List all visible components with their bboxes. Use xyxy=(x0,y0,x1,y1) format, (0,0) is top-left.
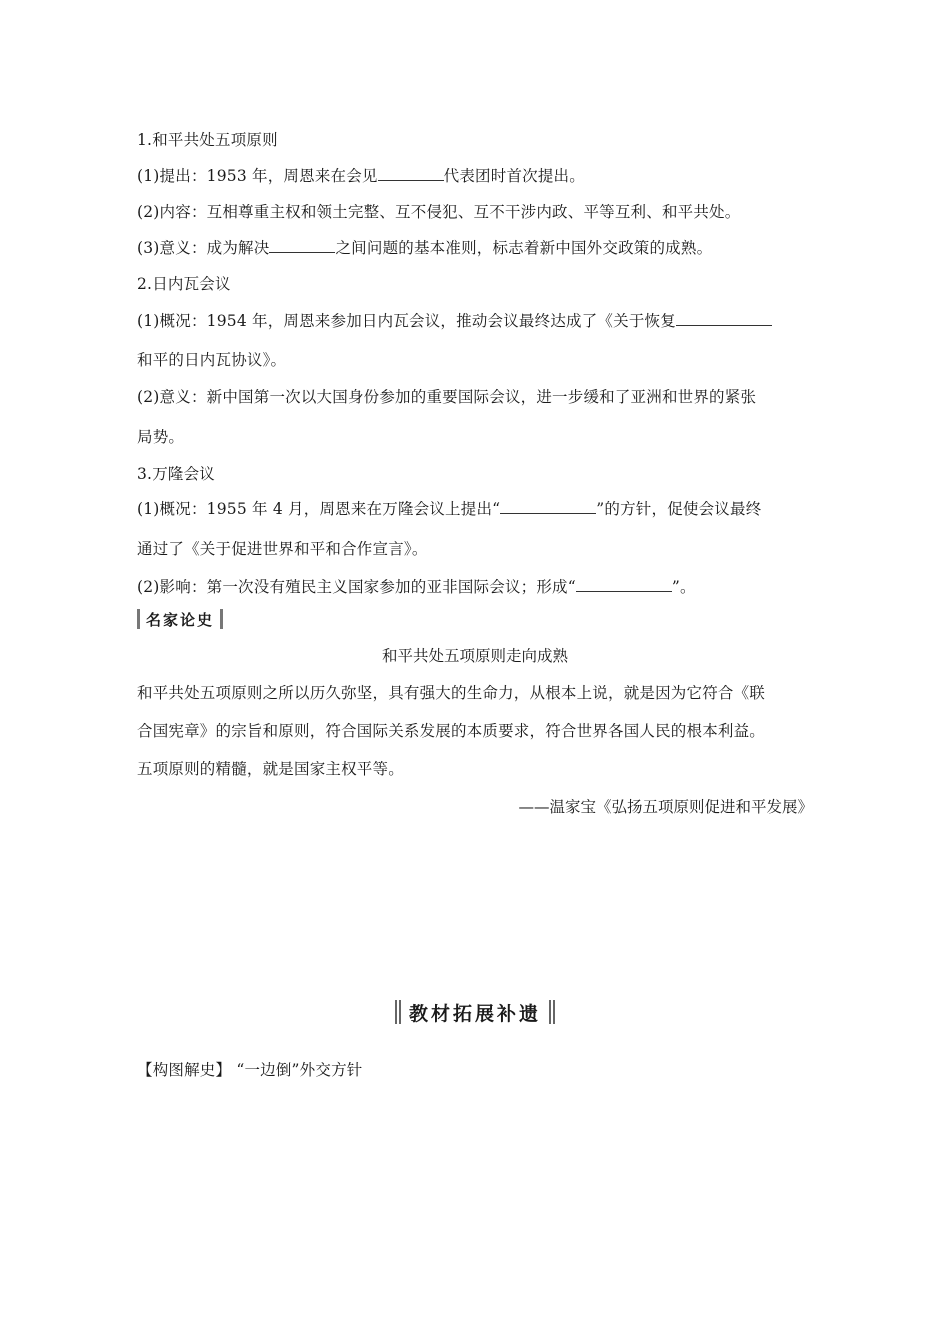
badge-label: 名家论史 xyxy=(146,610,215,629)
fill-blank xyxy=(676,311,772,326)
section-2-item-1-cont: 和平的日内瓦协议》。 xyxy=(137,351,287,369)
section-1-item-1 xyxy=(137,164,585,186)
commentary-line-3: 五项原则的精髓，就是国家主权平等。 xyxy=(137,760,404,778)
commentary-badge xyxy=(137,608,223,630)
item-text: (1)提出：1953 年，周恩来在会见 xyxy=(137,167,378,185)
section-2-item-2-cont: 局势。 xyxy=(137,428,185,446)
item-text: (2)影响：第一次没有殖民主义国家参加的亚非国际会议；形成“ xyxy=(137,578,576,596)
extension-item: 【构图解史】 “一边倒”外交方针 xyxy=(137,1061,363,1079)
section-3-heading: 3.万隆会议 xyxy=(137,465,215,483)
badge-bar-right xyxy=(220,609,223,629)
item-text: ”的方针，促使会议最终 xyxy=(596,500,762,518)
section-2-heading: 2.日内瓦会议 xyxy=(137,275,231,293)
item-text: 代表团时首次提出。 xyxy=(443,167,585,185)
section-1-heading: 1.和平共处五项原则 xyxy=(137,131,278,149)
section-2-item-1 xyxy=(137,309,772,331)
section-3-item-1 xyxy=(137,497,761,519)
commentary-source: ——温家宝《弘扬五项原则促进和平发展》 xyxy=(518,798,813,816)
section-3-item-2 xyxy=(137,575,696,597)
fill-blank xyxy=(576,577,672,592)
item-text: (1)概况：1955 年 4 月，周恩来在万隆会议上提出“ xyxy=(137,500,501,518)
item-text: ”。 xyxy=(671,578,696,596)
fill-blank xyxy=(378,166,444,181)
item-text: (1)概况：1954 年，周恩来参加日内瓦会议，推动会议最终达成了《关于恢复 xyxy=(137,312,676,330)
section-1-item-3 xyxy=(137,236,712,258)
item-text: 之间问题的基本准则，标志着新中国外交政策的成熟。 xyxy=(335,239,713,257)
commentary-title: 和平共处五项原则走向成熟 xyxy=(381,647,568,665)
commentary-line-1: 和平共处五项原则之所以历久弥坚，具有强大的生命力，从根本上说，就是因为它符合《联 xyxy=(137,684,766,702)
section-2-item-2: (2)意义：新中国第一次以大国身份参加的重要国际会议，进一步缓和了亚洲和世界的紧张 xyxy=(137,388,757,406)
banner-bars-right xyxy=(549,999,555,1025)
commentary-line-2: 合国宪章》的宗旨和原则，符合国际关系发展的本质要求，符合世界各国人民的根本利益。 xyxy=(137,722,766,740)
item-text: (3)意义：成为解决 xyxy=(137,239,270,257)
section-3-item-1-cont: 通过了《关于促进世界和平和合作宣言》。 xyxy=(137,540,428,558)
fill-blank xyxy=(500,499,596,514)
section-banner xyxy=(0,996,950,1028)
banner-title: 教材拓展补遗 xyxy=(408,1002,541,1025)
fill-blank xyxy=(269,238,335,253)
section-1-item-2: (2)内容：互相尊重主权和领土完整、互不侵犯、互不干涉内政、平等互利、和平共处。 xyxy=(137,203,741,221)
